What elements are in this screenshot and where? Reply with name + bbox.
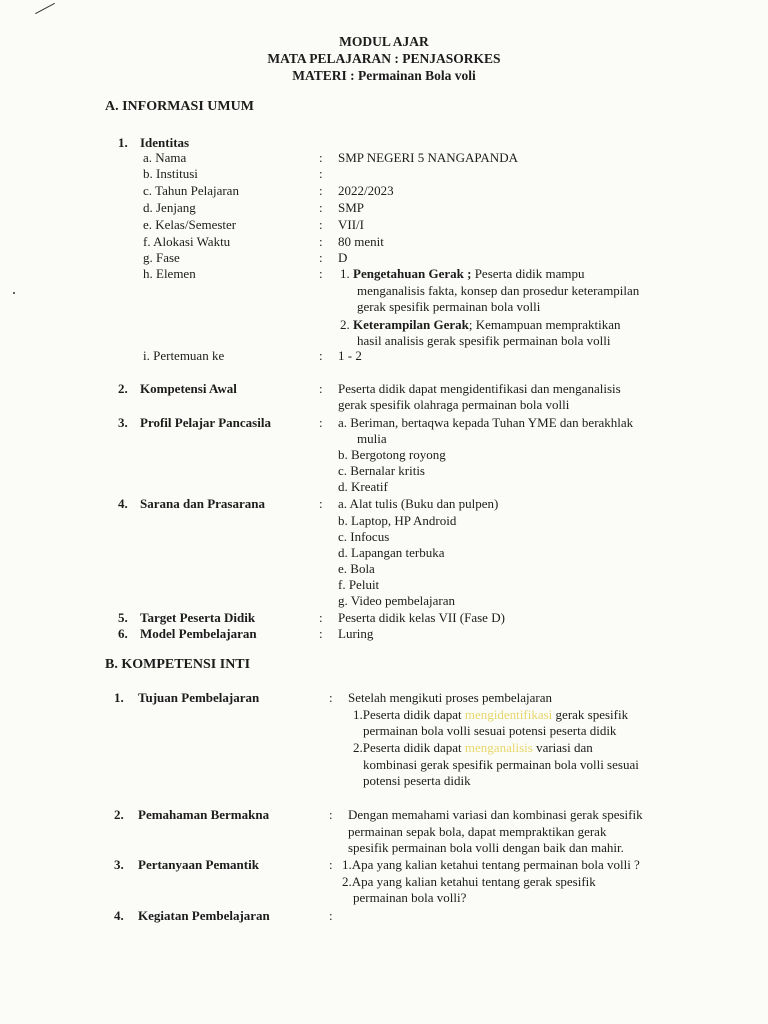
tujuan-item-1	[353, 707, 628, 722]
elemen-cont: gerak spesifik permainan bola volli	[357, 299, 541, 314]
section-b-title: B. KOMPETENSI INTI	[105, 657, 251, 672]
colon: :	[329, 690, 333, 705]
tujuan-cont: potensi peserta didik	[363, 773, 471, 788]
item-num: 3.	[118, 415, 128, 430]
target-value: Peserta didik kelas VII (Fase D)	[338, 610, 505, 625]
colon: :	[319, 610, 323, 625]
identity-value: SMP NEGERI 5 NANGAPANDA	[338, 150, 518, 165]
tujuan-label: Tujuan Pembelajaran	[138, 690, 260, 705]
identity-key: h. Elemen	[143, 266, 196, 281]
item-num: 4.	[114, 908, 124, 923]
identity-value: SMP	[338, 200, 365, 215]
list-line: g. Video pembelajaran	[338, 593, 456, 608]
colon: :	[329, 807, 333, 822]
doc-title: MODUL AJAR	[339, 34, 429, 49]
colon: :	[319, 496, 323, 511]
elemen-item-2	[340, 317, 621, 332]
tujuan-item-2	[353, 740, 593, 755]
target-label: Target Peserta Didik	[140, 610, 256, 625]
identity-key: b. Institusi	[143, 166, 198, 181]
tujuan-cont: permainan bola volli sesuai potensi peserta didik	[363, 723, 617, 738]
colon: :	[319, 626, 323, 641]
identity-value: 80 menit	[338, 234, 384, 249]
pemahaman-label: Pemahaman Bermakna	[138, 807, 270, 822]
identity-value: VII/I	[338, 217, 364, 232]
highlighted-word: mengidentifikasi	[464, 707, 553, 722]
pertanyaan-label: Pertanyaan Pemantik	[138, 857, 259, 872]
tujuan-text: variasi dan	[532, 740, 593, 755]
item-num: 5.	[118, 610, 128, 625]
item-num: 2.	[114, 807, 124, 822]
colon: :	[319, 183, 323, 198]
identity-key: d. Jenjang	[143, 200, 196, 215]
colon: :	[319, 381, 323, 396]
scan-dot	[13, 292, 15, 294]
list-line: e. Bola	[338, 561, 375, 576]
item-num: 6.	[118, 626, 128, 641]
identity-key: a. Nama	[143, 150, 187, 165]
list-line: f. Peluit	[338, 577, 380, 592]
item-num: 1.	[114, 690, 124, 705]
elemen-cont: menganalisis fakta, konsep dan prosedur keterampilan	[357, 283, 640, 298]
list-line: c. Bernalar kritis	[338, 463, 425, 478]
text-line: gerak spesifik olahraga permainan bola volli	[338, 397, 570, 412]
identity-key: g. Fase	[143, 250, 180, 265]
tujuan-cont: kombinasi gerak spesifik permainan bola volli sesuai	[363, 757, 639, 772]
colon: :	[319, 200, 323, 215]
item-num: 2.	[118, 381, 128, 396]
question-line: permainan bola volli?	[353, 890, 467, 905]
identity-key: c. Tahun Pelajaran	[143, 183, 239, 198]
list-line: b. Laptop, HP Android	[338, 513, 457, 528]
doc-material	[0, 68, 768, 84]
model-value: Luring	[338, 626, 374, 641]
item-num: 3.	[114, 857, 124, 872]
elemen-text: Peserta didik mampu	[471, 266, 585, 281]
text-line: permainan sepak bola, dapat mempraktikan gerak	[348, 824, 607, 839]
model-label: Model Pembelajaran	[140, 626, 257, 641]
colon: :	[329, 857, 333, 872]
list-line: a. Alat tulis (Buku dan pulpen)	[338, 496, 499, 511]
list-line: a. Beriman, bertaqwa kepada Tuhan YME dan berakhlak	[338, 415, 634, 430]
colon: :	[319, 150, 323, 165]
identity-key: i. Pertemuan ke	[143, 348, 225, 363]
identity-value: D	[338, 250, 348, 265]
text-line: Dengan memahami variasi dan kombinasi gerak spesifik	[348, 807, 643, 822]
tujuan-text: 1.Peserta didik dapat	[353, 707, 465, 722]
identity-value: 1 - 2	[338, 348, 362, 363]
identitas-num: 1.	[118, 135, 128, 150]
colon: :	[319, 250, 323, 265]
colon: :	[319, 415, 323, 430]
tujuan-text: gerak spesifik	[552, 707, 629, 722]
identity-value: 2022/2023	[338, 183, 394, 198]
kompetensi-awal-label: Kompetensi Awal	[140, 381, 237, 396]
elemen-bold: Keterampilan Gerak	[353, 317, 469, 332]
scan-mark-line	[35, 3, 55, 14]
elemen-cont: hasil analisis gerak spesifik permainan bola volli	[357, 333, 611, 348]
question-line: 1.Apa yang kalian ketahui tentang permainan bola volli ?	[342, 857, 640, 872]
kegiatan-label: Kegiatan Pembelajaran	[138, 908, 270, 923]
sarana-label: Sarana dan Prasarana	[140, 496, 265, 511]
tujuan-intro: Setelah mengikuti proses pembelajaran	[348, 690, 552, 705]
elemen-text: ; Kemampuan mempraktikan	[468, 317, 621, 332]
list-line: d. Kreatif	[338, 479, 388, 494]
list-line: mulia	[357, 431, 387, 446]
colon: :	[319, 234, 323, 249]
elemen-bold: Pengetahuan Gerak ;	[353, 266, 472, 281]
identity-key: f. Alokasi Waktu	[143, 234, 231, 249]
colon: :	[319, 266, 323, 281]
colon: :	[319, 348, 323, 363]
elemen-num: 1.	[340, 266, 350, 281]
material-value: Permainan Bola voli	[358, 68, 476, 83]
item-num: 4.	[118, 496, 128, 511]
colon: :	[329, 908, 333, 923]
text-line: Peserta didik dapat mengidentifikasi dan menganalisis	[338, 381, 621, 396]
highlighted-word: menganalisis	[464, 740, 533, 755]
identity-key: e. Kelas/Semester	[143, 217, 237, 232]
profil-label: Profil Pelajar Pancasila	[140, 415, 271, 430]
material-label: MATERI :	[292, 68, 358, 83]
list-line: b. Bergotong royong	[338, 447, 446, 462]
elemen-item-1	[340, 266, 584, 281]
doc-subject: MATA PELAJARAN : PENJASORKES	[267, 51, 501, 66]
colon: :	[319, 217, 323, 232]
list-line: d. Lapangan terbuka	[338, 545, 445, 560]
section-a-title: A. INFORMASI UMUM	[105, 99, 254, 114]
list-line: c. Infocus	[338, 529, 390, 544]
text-line: spesifik permainan bola volli dengan baik dan mahir.	[348, 840, 624, 855]
colon: :	[319, 166, 323, 181]
identitas-label: Identitas	[140, 135, 190, 150]
elemen-num: 2.	[340, 317, 350, 332]
question-line: 2.Apa yang kalian ketahui tentang gerak spesifik	[342, 874, 596, 889]
tujuan-text: 2.Peserta didik dapat	[353, 740, 465, 755]
